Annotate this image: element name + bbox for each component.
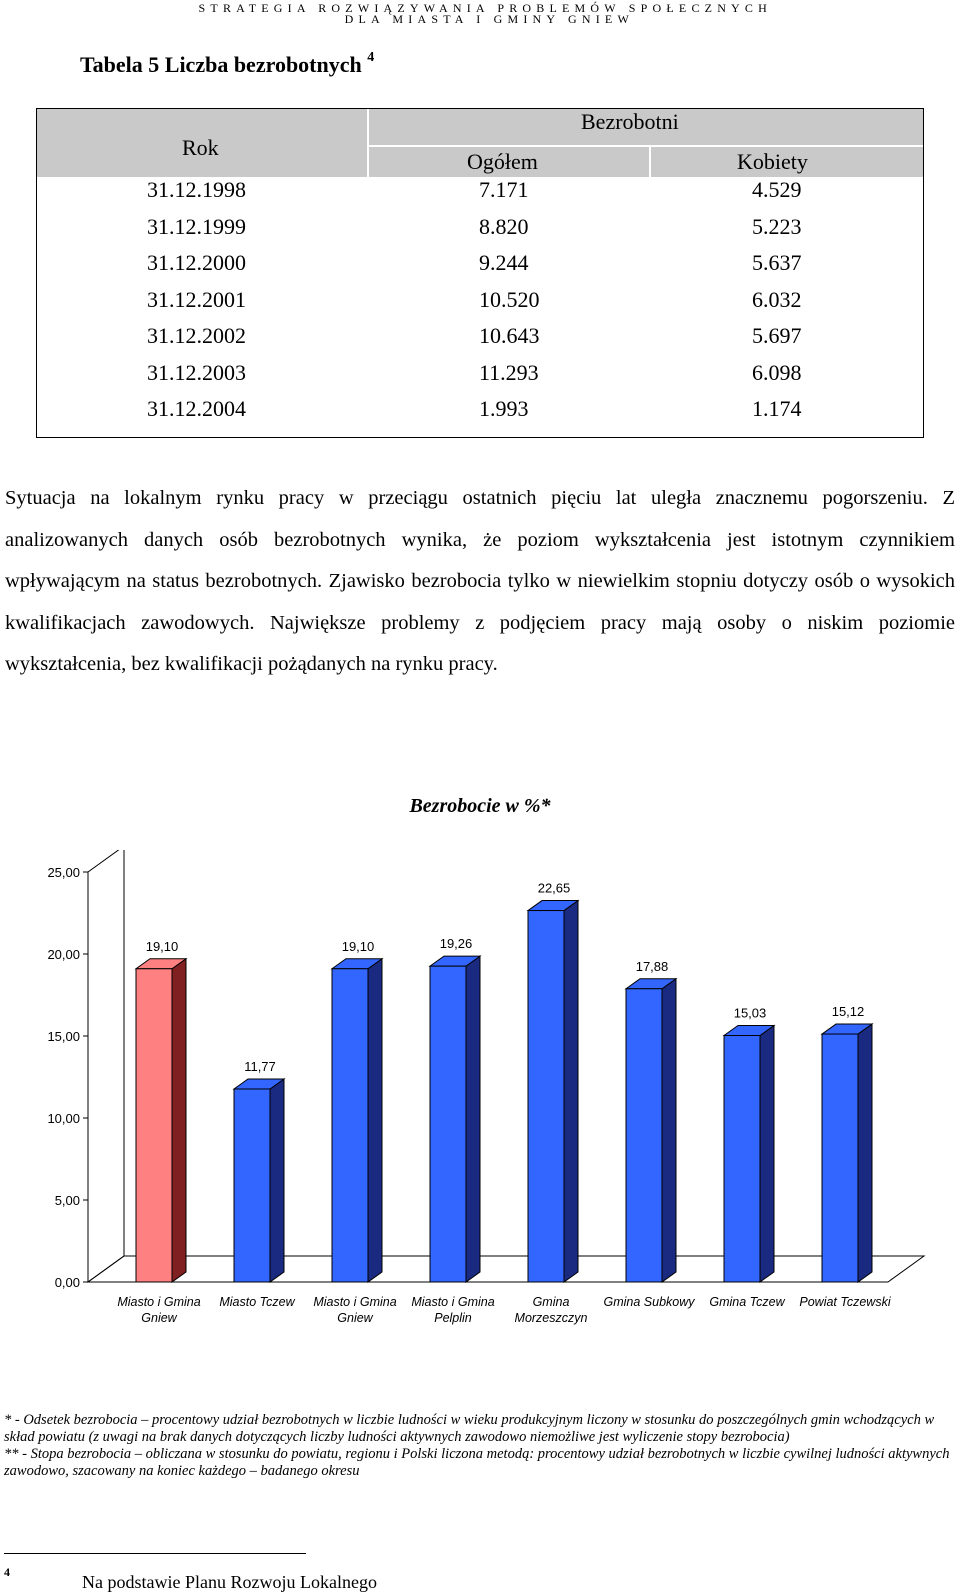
table-cell-kobiety: 4.529 bbox=[752, 177, 802, 202]
table-cell-ogolem: 8.820 bbox=[479, 213, 529, 239]
table-cell-rok: 31.12.2001 bbox=[147, 286, 246, 312]
note-1: * - Odsetek bezrobocia – procentowy udział bezrobotnych w liczbie ludności w wieku produkcyjnym liczony w stosunku do poszczególnych gmin wchodzących w skład powiatu (z uwagi na brak danych dotyczących liczby ludności aktywnych zawodowo niemożliwe jest wyliczenie stopy bezrobocia) bbox=[4, 1412, 935, 1445]
table-cell-rok: 31.12.2002 bbox=[147, 323, 246, 348]
table-cell-rok: 31.12.2004 bbox=[147, 396, 246, 421]
bar bbox=[626, 979, 676, 1282]
header-bezrobotni: Bezrobotni bbox=[581, 109, 679, 134]
bar-value-label: 17,88 bbox=[635, 958, 669, 974]
bar-value-label: 15,12 bbox=[831, 1004, 865, 1020]
table-cell-ogolem: 9.244 bbox=[479, 250, 529, 275]
bar-value-label: 11,77 bbox=[244, 1058, 276, 1074]
body-paragraph: Sytuacja na lokalnym rynku pracy w przeciągu ostatnich pięciu lat uległa znacznemu pogorszeniu. Z analizowanych danych osób bezrobotnych wynika, że poziom wykształcenia jest istotnym czynnikiem wpływającym na status bezrobotnych. Zjawisko bezrobocia tylko w niewielkim stopniu dotyczy osób o wysokich kwalifikacjach zawodowych. Największe problemy z podjęciem pracy mają osoby o niskim poziomie wykształcenia, bez kwalifikacji pożądanych na rynku pracy. bbox=[5, 487, 955, 675]
category-label: Miasto i Gmina Gniew bbox=[313, 1295, 397, 1325]
bar-front bbox=[822, 1034, 858, 1282]
table-cell-kobiety: 6.032 bbox=[752, 286, 802, 312]
bar-side bbox=[466, 956, 480, 1282]
table-title-text: Tabela 5 Liczba bezrobotnych bbox=[80, 52, 362, 77]
header-ogolem: Ogółem bbox=[467, 149, 538, 174]
table-cell-rok: 31.12.1999 bbox=[147, 213, 246, 239]
category-label: Miasto i Gmina Pelplin bbox=[411, 1295, 495, 1325]
bar bbox=[136, 959, 186, 1282]
bar-value-label: 19,26 bbox=[439, 936, 473, 952]
bar-front bbox=[724, 1036, 760, 1282]
header-kobiety: Kobiety bbox=[737, 149, 808, 174]
table-cell-kobiety: 6.098 bbox=[752, 359, 802, 385]
bar-front bbox=[430, 966, 466, 1282]
footnote-number: 4 bbox=[4, 1565, 10, 1579]
y-tick-label: 15,00 bbox=[47, 1029, 80, 1044]
table-cell-ogolem: 11.293 bbox=[479, 359, 539, 385]
y-tick-label: 10,00 bbox=[47, 1111, 80, 1126]
y-tick-label: 20,00 bbox=[47, 947, 80, 962]
y-tick-label: 25,00 bbox=[47, 865, 80, 880]
category-label: Powiat Tczewski bbox=[799, 1295, 891, 1309]
note-2: ** - Stopa bezrobocia – obliczana w stosunku do powiatu, regionu i Polski liczona metodą: procentowy udział bezrobotnych w liczbie cywilnej ludności aktywnych zawodowo, szacowany na koniec każdego – badanego okresu bbox=[4, 1446, 950, 1479]
unemployment-table bbox=[36, 108, 924, 438]
table-cell-rok: 31.12.2003 bbox=[147, 359, 246, 385]
category-label: Gmina Tczew bbox=[709, 1295, 785, 1309]
chart-title: Bezrobocie w %* bbox=[409, 795, 551, 817]
bar-side bbox=[760, 1026, 774, 1282]
chart-side-wall bbox=[88, 850, 124, 1282]
footnote-rule bbox=[4, 1553, 306, 1554]
running-header bbox=[0, 0, 960, 30]
bar-side bbox=[564, 901, 578, 1282]
table-cell-kobiety: 5.637 bbox=[752, 250, 802, 275]
bar-front bbox=[528, 911, 564, 1282]
bar-front bbox=[136, 969, 172, 1282]
table-cell-kobiety: 1.174 bbox=[752, 396, 802, 421]
footnote-reference: 4 bbox=[367, 49, 375, 65]
category-label: Miasto Tczew bbox=[219, 1295, 295, 1309]
table-cell-ogolem: 10.643 bbox=[479, 323, 540, 348]
bar bbox=[528, 901, 578, 1282]
bar-side bbox=[858, 1024, 872, 1282]
bar-front bbox=[332, 969, 368, 1282]
chart-floor bbox=[88, 1256, 924, 1282]
bar-front bbox=[626, 989, 662, 1282]
bar-side bbox=[368, 959, 382, 1282]
category-label: Gmina Morzeszczyn bbox=[514, 1295, 588, 1325]
chart-notes bbox=[4, 1412, 956, 1480]
unemployment-rate-chart bbox=[0, 850, 960, 1350]
table-title bbox=[80, 49, 375, 78]
bar bbox=[724, 1026, 774, 1282]
bar bbox=[822, 1024, 872, 1282]
bar bbox=[332, 959, 382, 1282]
table-cell-rok: 31.12.1998 bbox=[147, 177, 246, 202]
bar-value-label: 15,03 bbox=[733, 1005, 767, 1021]
category-label: Miasto i Gmina Gniew bbox=[117, 1295, 201, 1325]
table-cell-ogolem: 1.993 bbox=[479, 396, 529, 421]
table-cell-kobiety: 5.223 bbox=[752, 213, 802, 239]
header-rok: Rok bbox=[182, 135, 219, 160]
header-line-2: DLA MIASTA I GMINY GNIEW bbox=[344, 12, 634, 26]
y-tick-label: 0,00 bbox=[54, 1275, 80, 1290]
table-cell-ogolem: 7.171 bbox=[479, 177, 529, 202]
bar bbox=[430, 956, 480, 1282]
bar-value-label: 22,65 bbox=[537, 880, 571, 896]
table-cell-kobiety: 5.697 bbox=[752, 323, 802, 348]
category-label: Gmina Subkowy bbox=[603, 1295, 695, 1309]
y-tick-label: 5,00 bbox=[54, 1193, 80, 1208]
table-cell-ogolem: 10.520 bbox=[479, 286, 540, 312]
bar-side bbox=[270, 1079, 284, 1282]
bar-value-label: 19,10 bbox=[341, 938, 375, 954]
header-line-1: STRATEGIA ROZWIĄZYWANIA PROBLEMÓW SPOŁECZNYCH bbox=[198, 1, 772, 15]
footnote-text: Na podstawie Planu Rozwoju Lokalnego bbox=[82, 1572, 377, 1592]
bar-side bbox=[662, 979, 676, 1282]
bar bbox=[234, 1079, 284, 1282]
bar-side bbox=[172, 959, 186, 1282]
bar-value-label: 19,10 bbox=[145, 938, 179, 954]
bar-front bbox=[234, 1089, 270, 1282]
table-cell-rok: 31.12.2000 bbox=[147, 250, 246, 275]
